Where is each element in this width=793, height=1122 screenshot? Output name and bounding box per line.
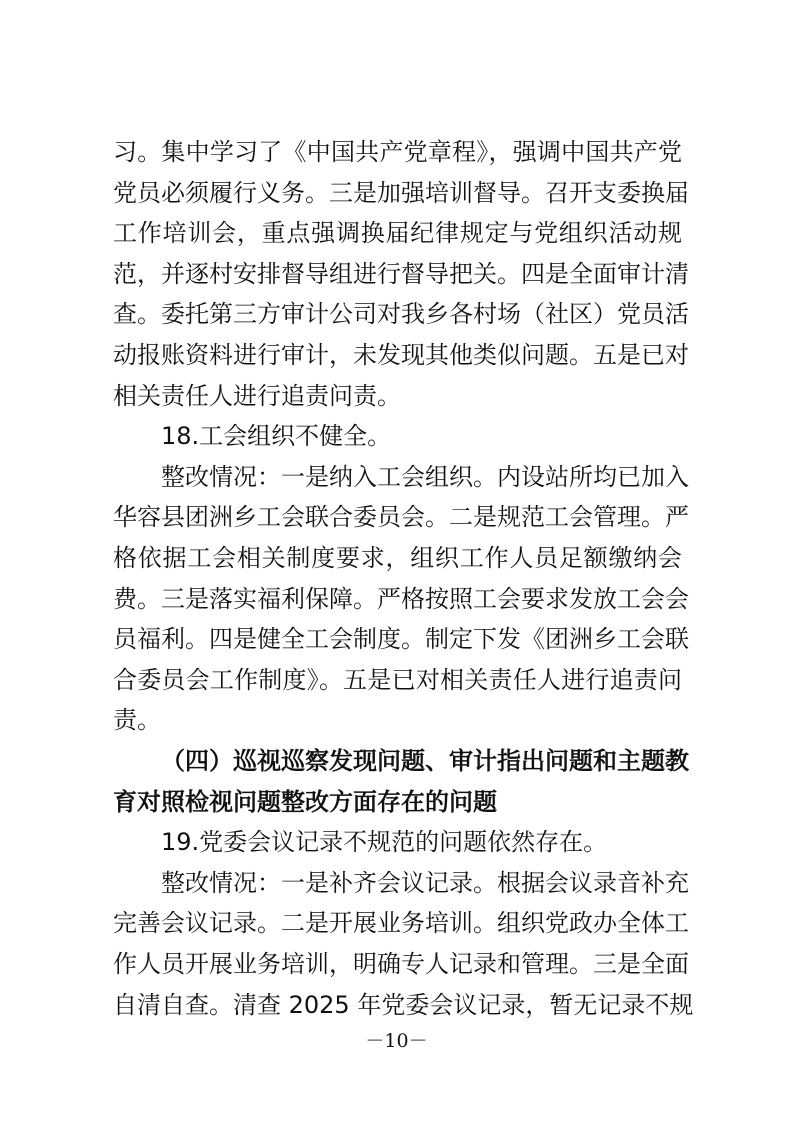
item-heading: 18.工会组织不健全。: [161, 422, 392, 451]
text-line: 格依据工会相关制度要求，组织工作人员足额缴纳会: [113, 544, 682, 572]
text-line: 自清自查。清查 2025 年党委会议记录，暂无记录不规: [113, 990, 694, 1019]
text-line: 整改情况：一是纳入工会组织。内设站所均已加入: [161, 462, 689, 491]
text-line: 动报账资料进行审计，未发现其他类似问题。五是已对: [113, 341, 689, 369]
text-line: 华容县团洲乡工会联合委员会。二是规范工会管理。严: [113, 503, 689, 532]
text-line: 党员必须履行义务。三是加强培训督导。召开支委换届: [113, 178, 689, 207]
text-line: 费。三是落实福利保障。严格按照工会要求发放工会会: [113, 584, 689, 613]
text-line: 查。委托第三方审计公司对我乡各村场（社区）党员活: [113, 300, 689, 329]
text-line: 相关责任人进行追责问责。: [113, 381, 401, 410]
text-line: 习。集中学习了《中国共产党章程》，强调中国共产党: [113, 138, 682, 166]
page-number: －10－: [365, 1030, 428, 1052]
text-line: 范，并逐村安排督导组进行督导把关。四是全面审计清: [113, 259, 689, 288]
text-line: 工作培训会，重点强调换届纪律规定与党组织活动规: [113, 219, 682, 248]
text-line: 责。: [113, 706, 161, 735]
text-line: 合委员会工作制度》。五是已对相关责任人进行追责问: [113, 665, 682, 694]
text-line: 完善会议记录。二是开展业务培训。组织党政办全体工: [113, 909, 689, 938]
section-heading: （四）巡视巡察发现问题、审计指出问题和主题教: [161, 747, 689, 775]
text-line: 作人员开展业务培训，明确专人记录和管理。三是全面: [113, 950, 689, 978]
item-heading: 19.党委会议记录不规范的问题依然存在。: [161, 828, 608, 857]
text-line: 整改情况：一是补齐会议记录。根据会议录音补充: [161, 868, 689, 897]
section-heading-cont: 育对照检视问题整改方面存在的问题: [113, 787, 497, 816]
text-line: 员福利。四是健全工会制度。制定下发《团洲乡工会联: [113, 625, 689, 654]
